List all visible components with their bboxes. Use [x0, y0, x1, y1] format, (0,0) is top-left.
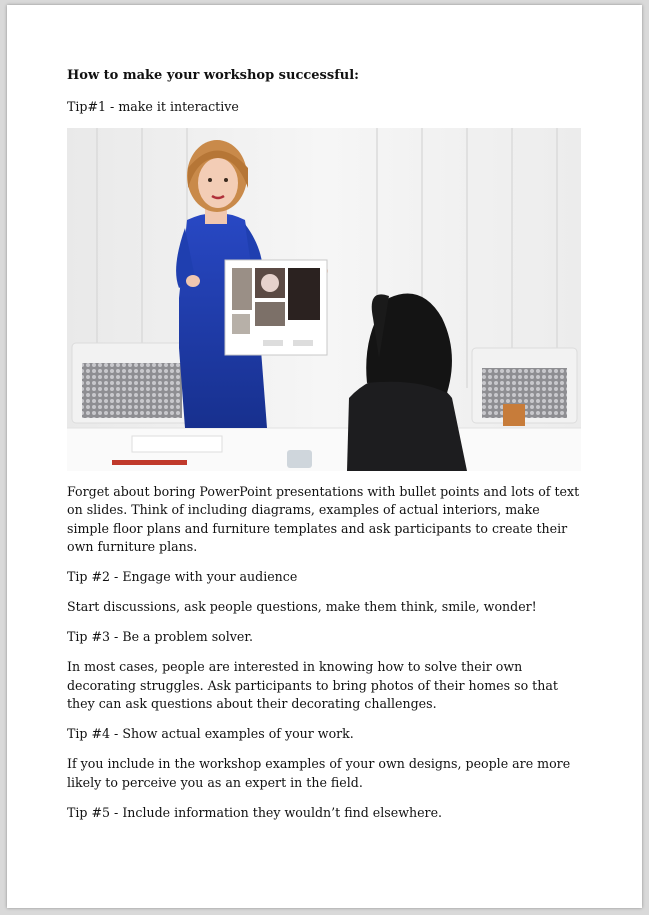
- tip-2-title: Tip #2 - Engage with your audience: [67, 569, 298, 584]
- document-heading: How to make your workshop successful:: [67, 68, 359, 83]
- tip-5-title: Tip #5 - Include information they wouldn’t find elsewhere.: [67, 804, 443, 820]
- tip-3-title: Tip #3 - Be a problem solver.: [67, 629, 253, 644]
- document-content: [67, 67, 582, 834]
- tip-1-title: Tip#1 - make it interactive: [67, 98, 239, 114]
- tip-1-body: Forget about boring PowerPoint presentations with bullet points and lots of text on slides. Think of including diagrams, examples of actual interiors, make simple floor plans and furniture templates and ask participants to create their own furniture plans.: [67, 483, 580, 554]
- workshop-photo: [67, 128, 581, 471]
- tip-3-body: In most cases, people are interested in knowing how to solve their own decorating struggles. Ask participants to bring photos of their homes so that they can ask questions about their decorating challenges.: [67, 659, 558, 711]
- tip-2-body: Start discussions, ask people questions, make them think, smile, wonder!: [67, 599, 537, 614]
- tip-4-title: Tip #4 - Show actual examples of your work.: [67, 726, 354, 741]
- document-page: [7, 5, 642, 908]
- tip-4-body: If you include in the workshop examples of your own designs, people are more likely to perceive you as an expert in the field.: [67, 756, 571, 790]
